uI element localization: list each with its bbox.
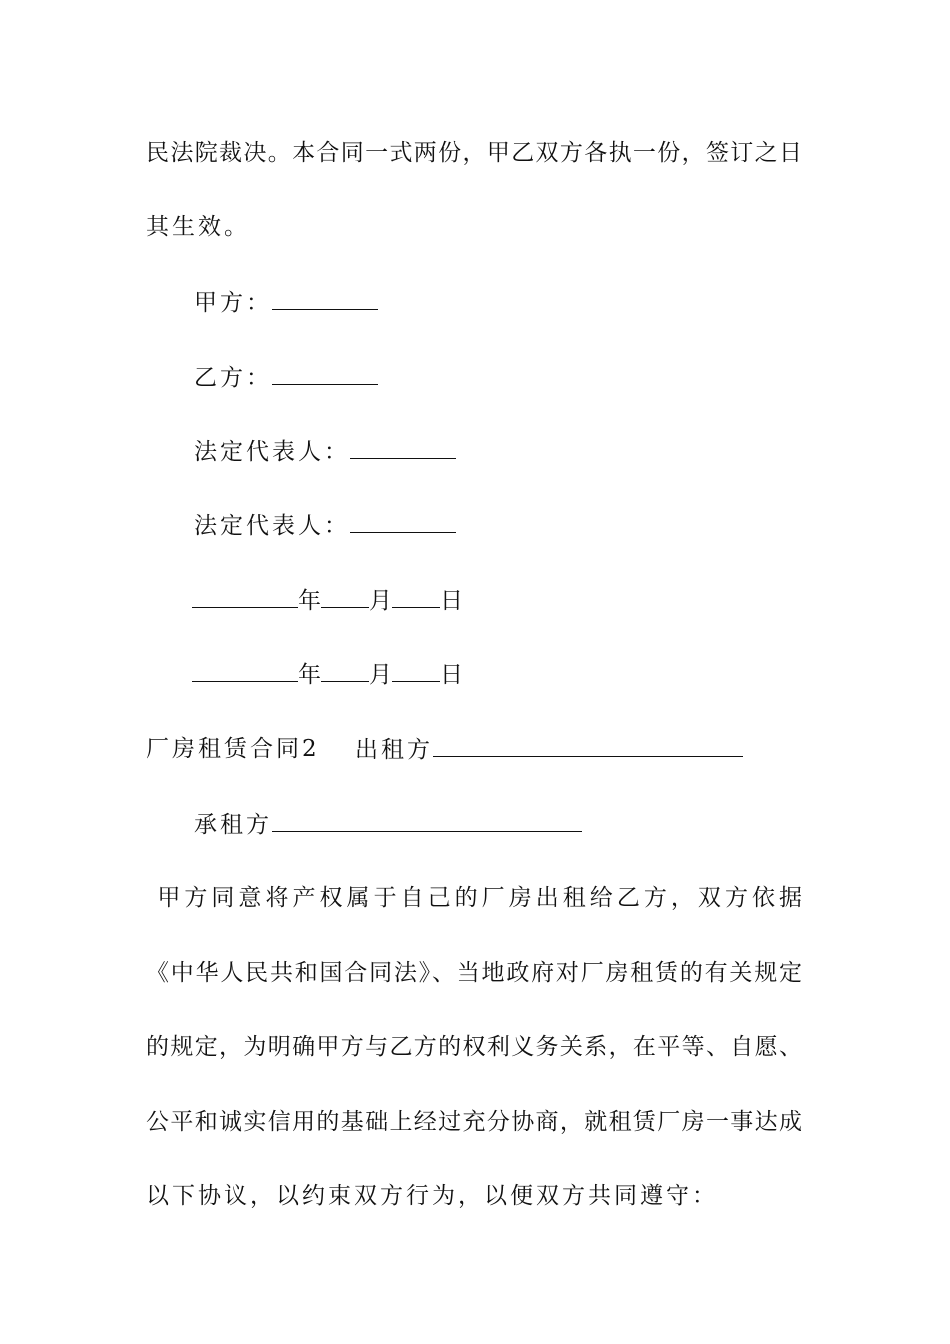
month-blank bbox=[321, 585, 369, 608]
paragraph-line: 民法院裁决。本合同一式两份，甲乙双方各执一份，签订之日 bbox=[146, 140, 802, 166]
month-label: 月 bbox=[369, 588, 392, 614]
party-a-label: 甲方： bbox=[194, 290, 272, 316]
intro-line-3: 的规定，为明确甲方与乙方的权利义务关系，在平等、自愿、 bbox=[146, 1034, 802, 1060]
intro-line-4: 公平和诚实信用的基础上经过充分协商，就租赁厂房一事达成 bbox=[146, 1109, 802, 1135]
paragraph-line: 其生效。 bbox=[146, 214, 250, 240]
lessee-label: 承租方 bbox=[194, 812, 272, 838]
legal-rep-a-label: 法定代表人： bbox=[194, 439, 350, 465]
legal-rep-b-signature bbox=[194, 510, 456, 540]
day-label: 日 bbox=[440, 662, 463, 688]
lessee-blank bbox=[272, 809, 582, 832]
lessor-field bbox=[355, 734, 743, 764]
month-label: 月 bbox=[369, 662, 392, 688]
intro-line-2: 《中华人民共和国合同法》、当地政府对厂房租赁的有关规定 bbox=[146, 960, 802, 986]
contract-title: 厂房租赁合同2 bbox=[146, 736, 320, 762]
lessee-field bbox=[194, 809, 582, 839]
day-blank bbox=[392, 585, 440, 608]
party-a-signature bbox=[194, 287, 378, 317]
party-b-signature bbox=[194, 362, 378, 392]
day-blank bbox=[392, 659, 440, 682]
intro-line-1: 甲方同意将产权属于自己的厂房出租给乙方，双方依据 bbox=[146, 885, 802, 911]
lessor-label: 出租方 bbox=[355, 737, 433, 763]
year-blank bbox=[192, 585, 298, 608]
legal-rep-b-blank bbox=[350, 510, 456, 533]
year-label: 年 bbox=[298, 662, 321, 688]
legal-rep-a-signature bbox=[194, 436, 456, 466]
legal-rep-b-label: 法定代表人： bbox=[194, 513, 350, 539]
intro-line-5: 以下协议，以约束双方行为，以便双方共同遵守： bbox=[146, 1183, 718, 1209]
date-line-a bbox=[192, 585, 463, 615]
party-b-blank bbox=[272, 362, 378, 385]
date-line-b bbox=[192, 659, 463, 689]
month-blank bbox=[321, 659, 369, 682]
day-label: 日 bbox=[440, 588, 463, 614]
party-a-blank bbox=[272, 287, 378, 310]
year-blank bbox=[192, 659, 298, 682]
party-b-label: 乙方： bbox=[194, 365, 272, 391]
legal-rep-a-blank bbox=[350, 436, 456, 459]
year-label: 年 bbox=[298, 588, 321, 614]
lessor-blank bbox=[433, 734, 743, 757]
